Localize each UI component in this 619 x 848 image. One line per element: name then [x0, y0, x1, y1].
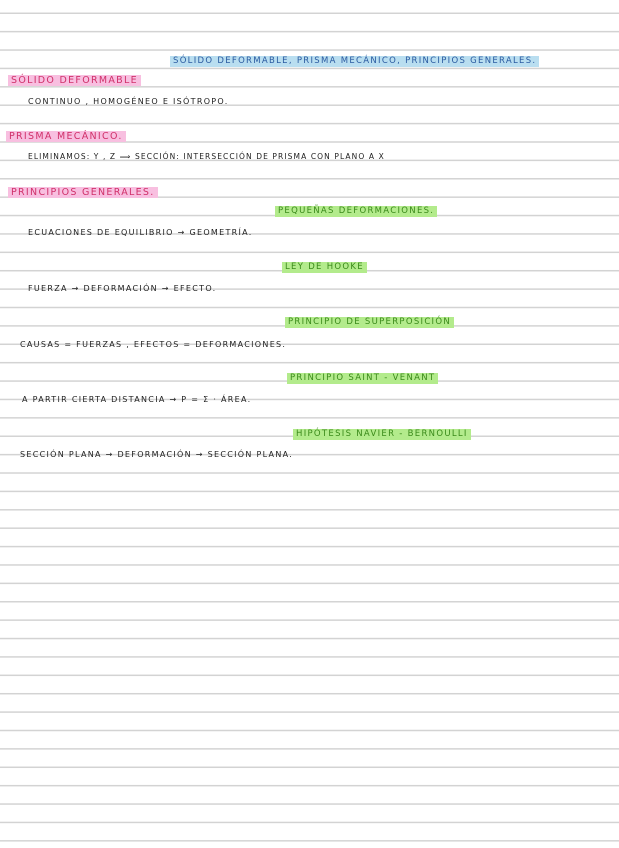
- principle-heading-superposicion: PRINCIPIO DE SUPERPOSICIÓN: [285, 317, 454, 328]
- section-heading-prisma: PRISMA MECÁNICO.: [6, 131, 126, 142]
- section-text-solido: CONTINUO , HOMOGÉNEO E ISÓTROPO.: [28, 97, 229, 106]
- principle-text-superposicion: CAUSAS = FUERZAS , EFECTOS = DEFORMACIONES.: [20, 340, 287, 349]
- principle-text-pequenas: ECUACIONES DE EQUILIBRIO → GEOMETRÍA.: [28, 228, 253, 237]
- principle-text-saint-venant: A PARTIR CIERTA DISTANCIA → P = Σ · ÁREA.: [22, 395, 252, 404]
- principle-heading-navier-bernoulli: HIPÓTESIS NAVIER - BERNOULLI: [293, 429, 471, 440]
- principle-text-hooke: FUERZA → DEFORMACIÓN → EFECTO.: [28, 284, 217, 293]
- section-heading-solido: SÓLIDO DEFORMABLE: [8, 75, 141, 86]
- principle-text-navier-bernoulli: SECCIÓN PLANA → DEFORMACIÓN → SECCIÓN PLANA.: [20, 450, 294, 459]
- principle-heading-pequenas: PEQUEÑAS DEFORMACIONES.: [275, 206, 437, 217]
- principle-heading-hooke: LEY DE HOOKE: [282, 262, 367, 273]
- section-heading-principios: PRINCIPIOS GENERALES.: [8, 187, 158, 198]
- section-text-prisma: ELIMINAMOS: Y , Z ⟹ SECCIÓN: INTERSECCIÓN DE PRISMA CON PLANO A X: [28, 152, 385, 161]
- page-title: SÓLIDO DEFORMABLE, PRISMA MECÁNICO, PRINCIPIOS GENERALES.: [170, 56, 539, 67]
- principle-heading-saint-venant: PRINCIPIO SAINT - VENANT: [287, 373, 438, 384]
